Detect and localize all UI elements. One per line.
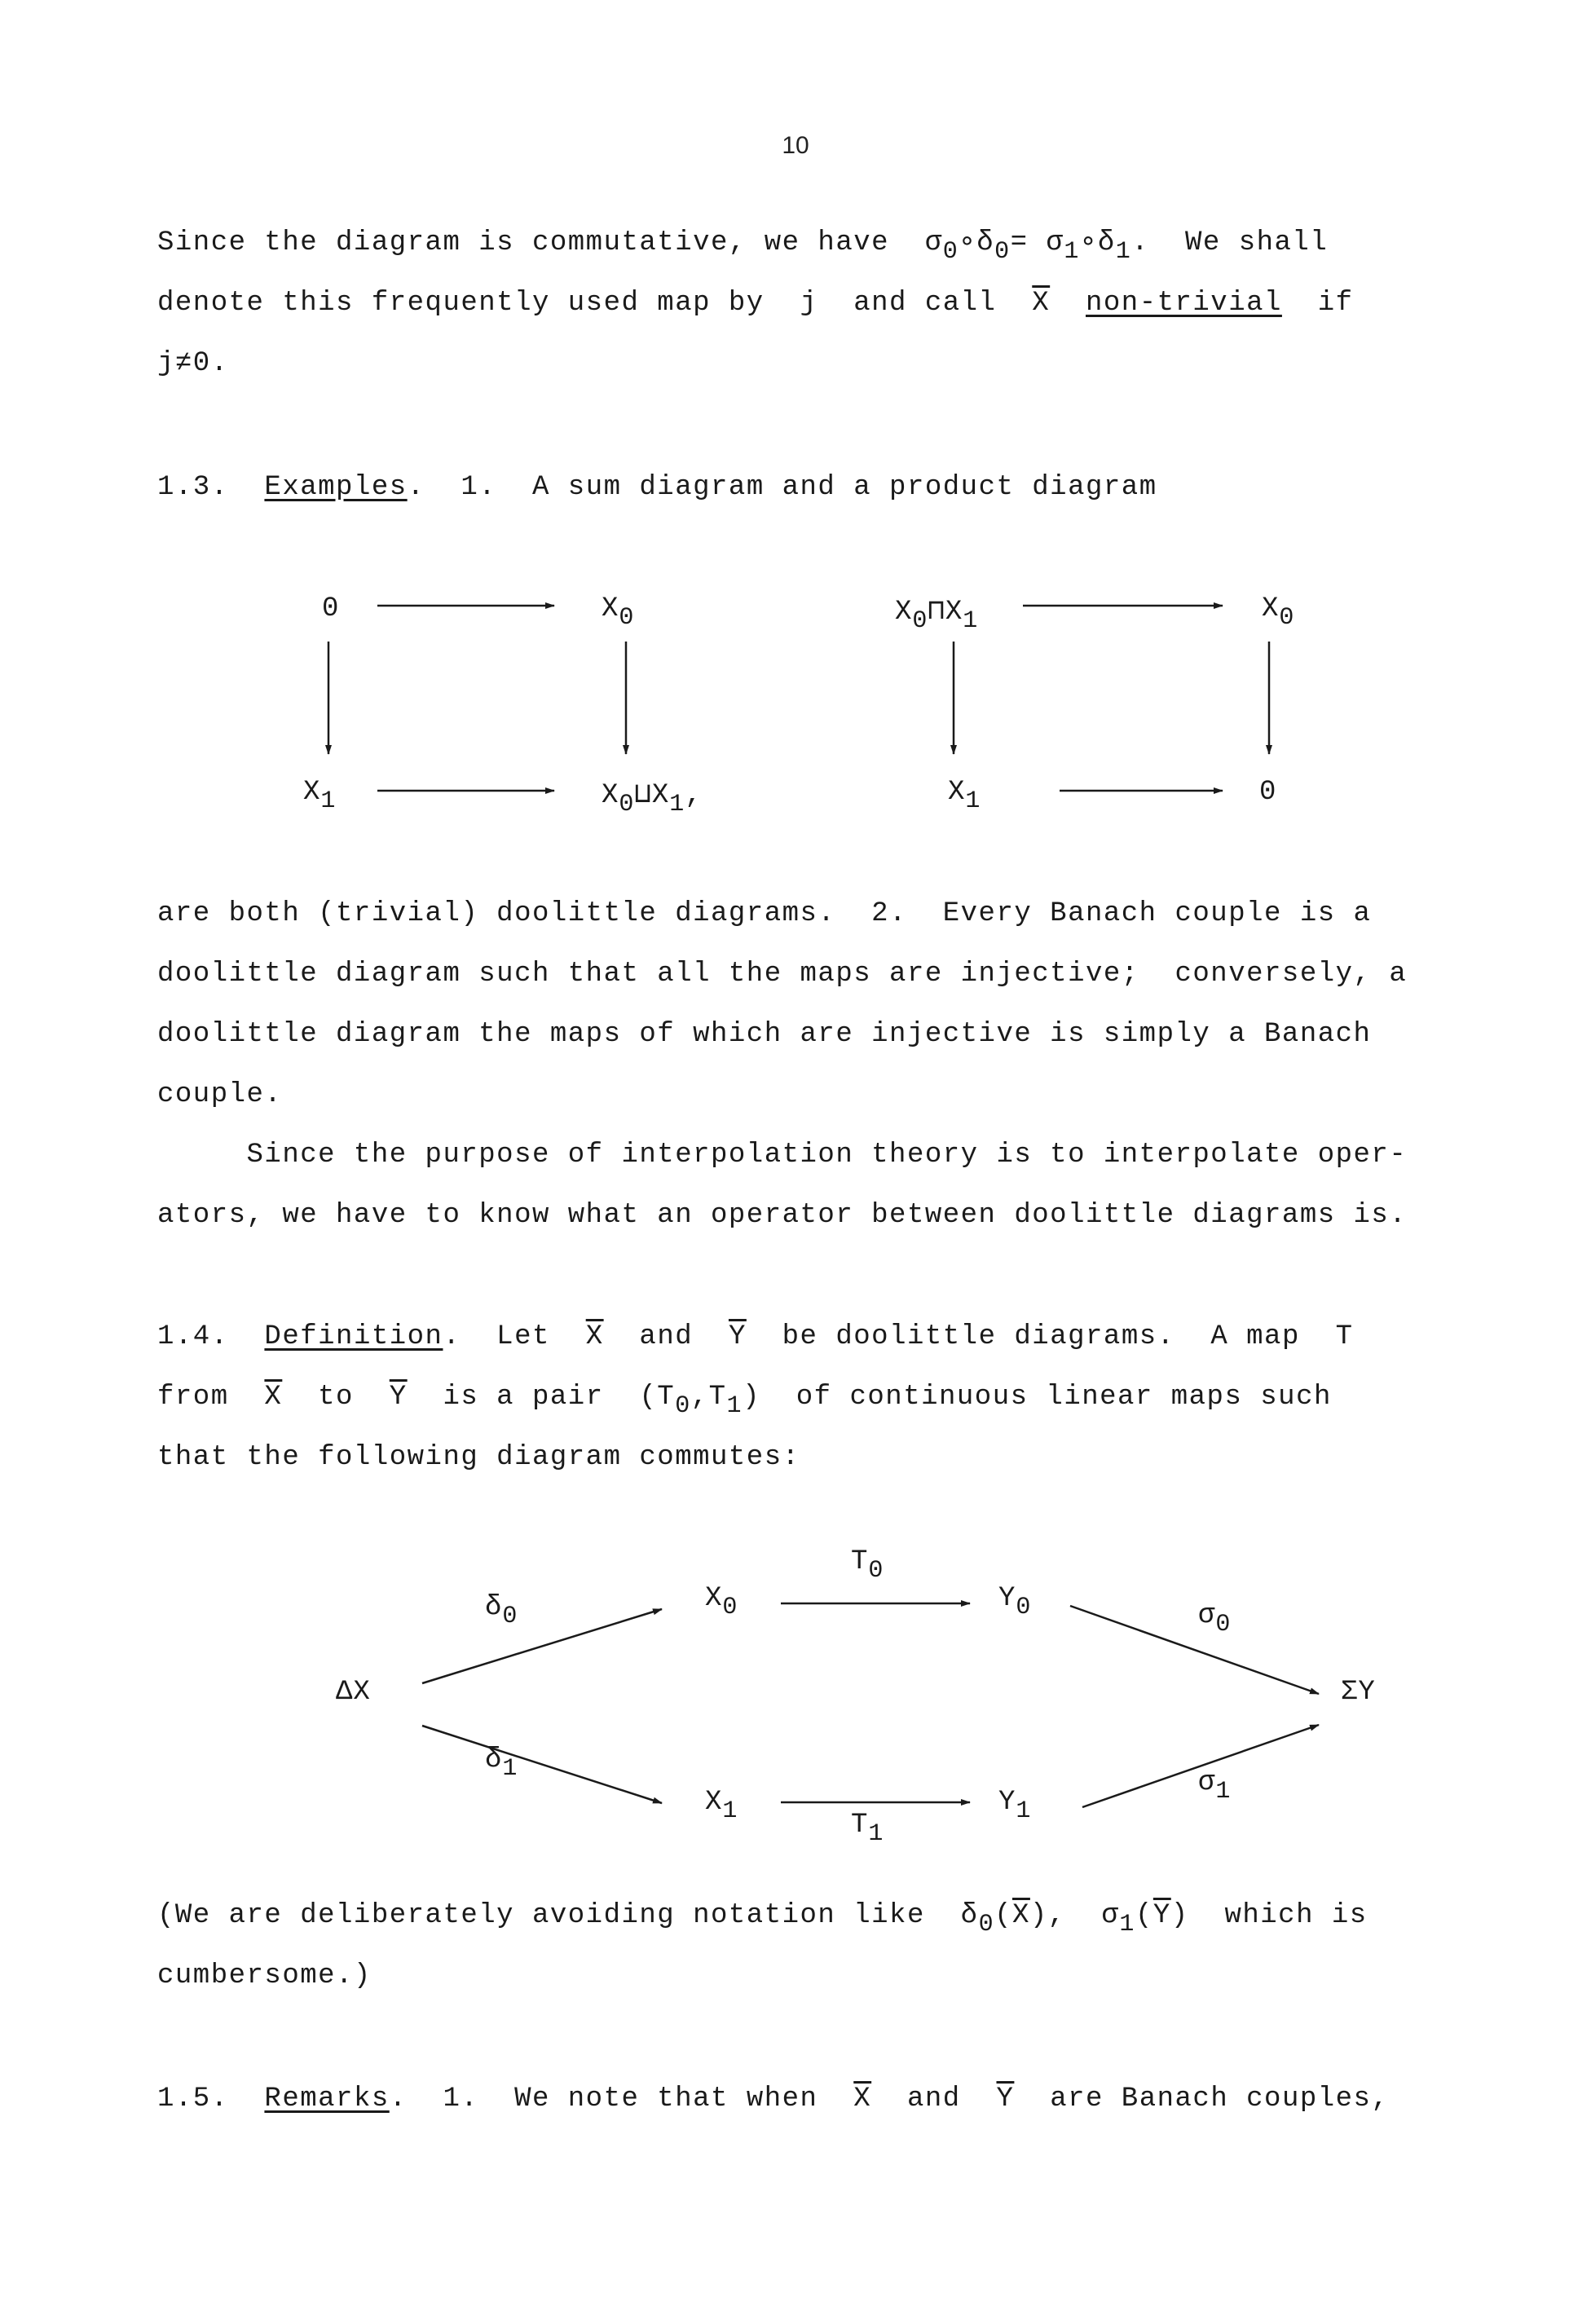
- d3-node-y1: Y1: [998, 1787, 1032, 1825]
- d3-label-delta0: δ0: [485, 1592, 518, 1630]
- d3-node-y0: Y0: [998, 1583, 1032, 1621]
- d2-node-top-right: X0: [1262, 593, 1295, 632]
- paragraph-2-line-1: are both (trivial) doolittle diagrams. 2. Every Banach couple is a: [157, 898, 1372, 929]
- examples-title: Examples: [264, 472, 408, 503]
- d3-label-delta1: δ1: [485, 1744, 518, 1783]
- paragraph-1-line-2: denote this frequently used map by j and call $\overline{X}$ non-trivial if: [157, 288, 1354, 319]
- remarks-title: Remarks: [264, 2084, 390, 2115]
- d3-node-x1: X1: [705, 1787, 738, 1825]
- section-1-4-line-3: that the following diagram commutes:: [157, 1442, 800, 1473]
- paragraph-2-line-3: doolittle diagram the maps of which are injective is simply a Banach: [157, 1019, 1372, 1050]
- d3-label-T1: T1: [851, 1810, 884, 1848]
- d2-node-bottom-right: 0: [1259, 777, 1277, 808]
- definition-title: Definition: [264, 1321, 443, 1352]
- d3-node-sigma-y: ΣY: [1341, 1677, 1376, 1708]
- non-trivial-term: non-trivial: [1085, 288, 1282, 319]
- paragraph-2-line-6: ators, we have to know what an operator between doolittle diagrams is.: [157, 1200, 1408, 1231]
- d1-node-top-right: X0: [602, 593, 635, 632]
- d1-node-bottom-right: X0⊔X1,: [602, 780, 703, 818]
- d1-node-top-left: 0: [322, 593, 340, 624]
- paragraph-2-line-4: couple.: [157, 1079, 283, 1110]
- d3-label-sigma0: σ0: [1198, 1600, 1232, 1638]
- d3-label-sigma1: σ1: [1198, 1767, 1232, 1806]
- d3-arrow-delta1: [422, 1726, 662, 1803]
- d3-arrow-sigma0: [1070, 1606, 1319, 1694]
- d3-label-T0: T0: [851, 1546, 884, 1585]
- d1-node-bottom-left: X1: [303, 777, 337, 815]
- paragraph-1-line-3: j≠0.: [157, 348, 229, 379]
- d3-node-delta-x: ΔX: [336, 1677, 371, 1708]
- paragraph-3-line-1: (We are deliberately avoiding notation like $\delta 0(\overline{X})$, $\sigma 1(\overline{Y})$ which is: [157, 1900, 1368, 1938]
- paragraph-3-line-2: cumbersome.): [157, 1960, 372, 1991]
- section-1-3-heading: 1.3. Examples. 1. A sum diagram and a product diagram: [157, 472, 1157, 503]
- d2-node-top-left: X0⊓X1: [895, 597, 979, 635]
- d2-node-bottom-left: X1: [948, 777, 981, 815]
- d3-node-x0: X0: [705, 1583, 738, 1621]
- section-1-5-line-1: 1.5. Remarks. 1. We note that when $\overline{X}$ and $\overline{Y}$ are Banach couples,: [157, 2084, 1390, 2115]
- section-1-4-line-1: 1.4. Definition. Let $\overline{X}$ and $\overline{Y}$ be doolittle diagrams. A map T: [157, 1321, 1354, 1352]
- page-number: 10: [782, 132, 809, 159]
- paragraph-1-line-1: Since the diagram is commutative, we have σ0∘δ0= σ1∘δ1. We shall: [157, 227, 1329, 266]
- d3-arrow-delta0: [422, 1609, 662, 1683]
- paragraph-2-line-5: Since the purpose of interpolation theory is to interpolate oper-: [157, 1140, 1408, 1171]
- paragraph-2-line-2: doolittle diagram such that all the maps are injective; conversely, a: [157, 959, 1408, 990]
- section-1-4-line-2: from $\overline{X}$ to $\overline{Y}$ is a pair (T0,T1) of continuous linear maps such: [157, 1382, 1332, 1420]
